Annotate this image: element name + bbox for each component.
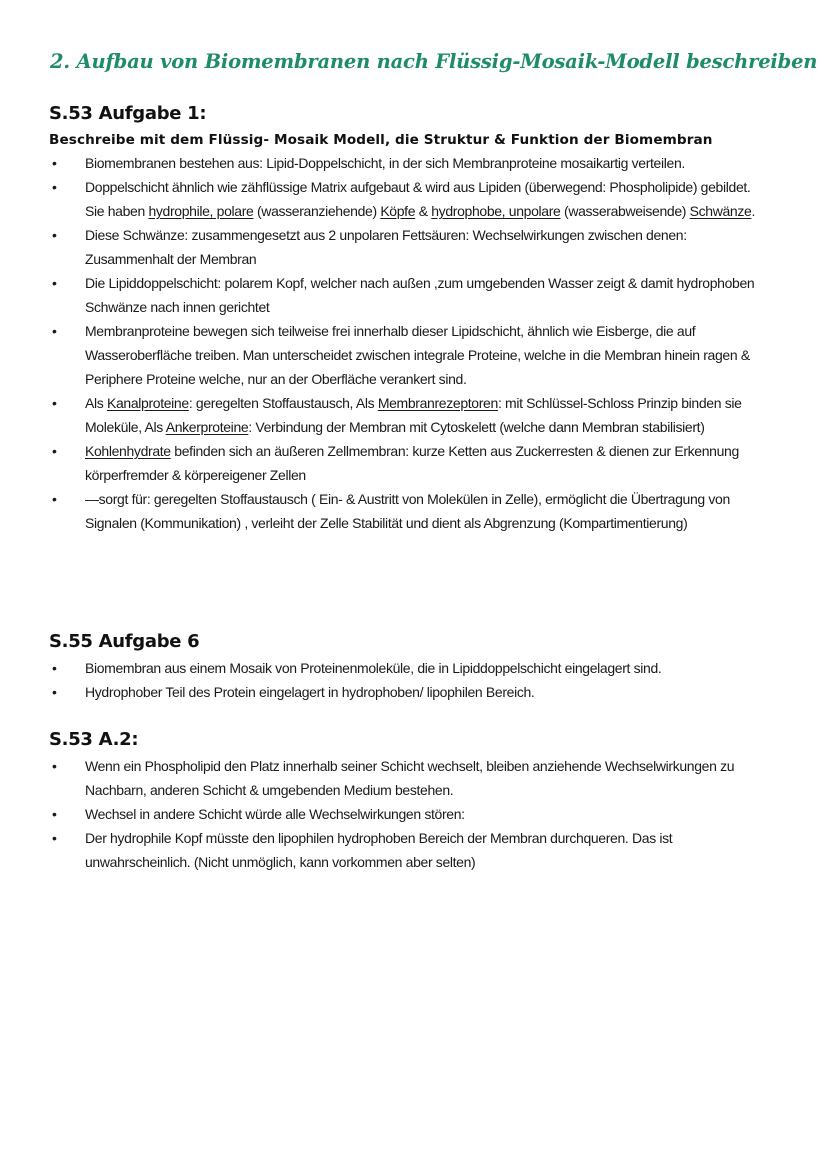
section1-list: [0, 151, 828, 535]
list-item: • Kohlenhydrate befinden sich an äußeren Zellmembran: kurze Ketten aus Zuckerresten & dienen zur Erkennung körperfremder & körpereigener Zellen: [0, 439, 765, 487]
page-title: 2. Aufbau von Biomembranen nach Flüssig-Mosaik-Modell beschreiben: [50, 50, 818, 73]
section1-subheading: Beschreibe mit dem Flüssig- Mosaik Modell, die Struktur & Funktion der Biomembran: [49, 132, 713, 148]
list-item: • Hydrophober Teil des Protein eingelagert in hydrophoben/ lipophilen Bereich.: [0, 680, 765, 704]
list-item: • Doppelschicht ähnlich wie zähflüssige Matrix aufgebaut & wird aus Lipiden (überwegend: Phospholipide) gebildet. Sie haben hydrophile, polare (wasseranziehende) Köpfe & hydrophobe, unpolare (wasserabweisende) Schwänze.: [0, 175, 765, 223]
list-item: • Biomembran aus einem Mosaik von Proteinenmoleküle, die in Lipiddoppelschicht eingelagert sind.: [0, 656, 765, 680]
list-item: • Der hydrophile Kopf müsste den lipophilen hydrophoben Bereich der Membran durchqueren. Das ist unwahrscheinlich. (Nicht unmöglich, kann vorkommen aber selten): [0, 826, 765, 874]
list-item: • Die Lipiddoppelschicht: polarem Kopf, welcher nach außen ,zum umgebenden Wasser zeigt & damit hydrophoben Schwänze nach innen gerichtet: [0, 271, 765, 319]
list-item: • Wenn ein Phospholipid den Platz innerhalb seiner Schicht wechselt, bleiben anziehende Wechselwirkungen zu Nachbarn, anderen Schicht & umgebenden Medium bestehen.: [0, 754, 765, 802]
list-item: • Diese Schwänze: zusammengesetzt aus 2 unpolaren Fettsäuren: Wechselwirkungen zwischen denen: Zusammenhalt der Membran: [0, 223, 765, 271]
list-item: • —sorgt für: geregelten Stoffaustausch ( Ein- & Austritt von Molekülen in Zelle), ermöglicht die Übertragung von Signalen (Kommunikation) , verleiht der Zelle Stabilität und dient als Abgrenzung (Kompartimentierung): [0, 487, 765, 535]
section1-heading: S.53 Aufgabe 1:: [49, 103, 207, 124]
section2-list: [0, 656, 828, 704]
list-item: • Als Kanalproteine: geregelten Stoffaustausch, Als Membranrezeptoren: mit Schlüssel-Schloss Prinzip binden sie Moleküle, Als Ankerproteine: Verbindung der Membran mit Cytoskelett (welche dann Membran stabilisiert): [0, 391, 765, 439]
list-item: • Membranproteine bewegen sich teilweise frei innerhalb dieser Lipidschicht, ähnlich wie Eisberge, die auf Wasseroberfläche treiben. Man unterscheidet zwischen integrale Proteine, welche in die Membran hinein ragen & Periphere Proteine welche, nur an der Oberfläche verankert sind.: [0, 319, 765, 391]
section2-heading: S.55 Aufgabe 6: [49, 631, 200, 652]
section3-heading: S.53 A.2:: [49, 729, 139, 750]
list-item: • Biomembranen bestehen aus: Lipid-Doppelschicht, in der sich Membranproteine mosaikartig verteilen.: [0, 151, 765, 175]
section3-list: [0, 754, 828, 874]
list-item: • Wechsel in andere Schicht würde alle Wechselwirkungen stören:: [0, 802, 765, 826]
